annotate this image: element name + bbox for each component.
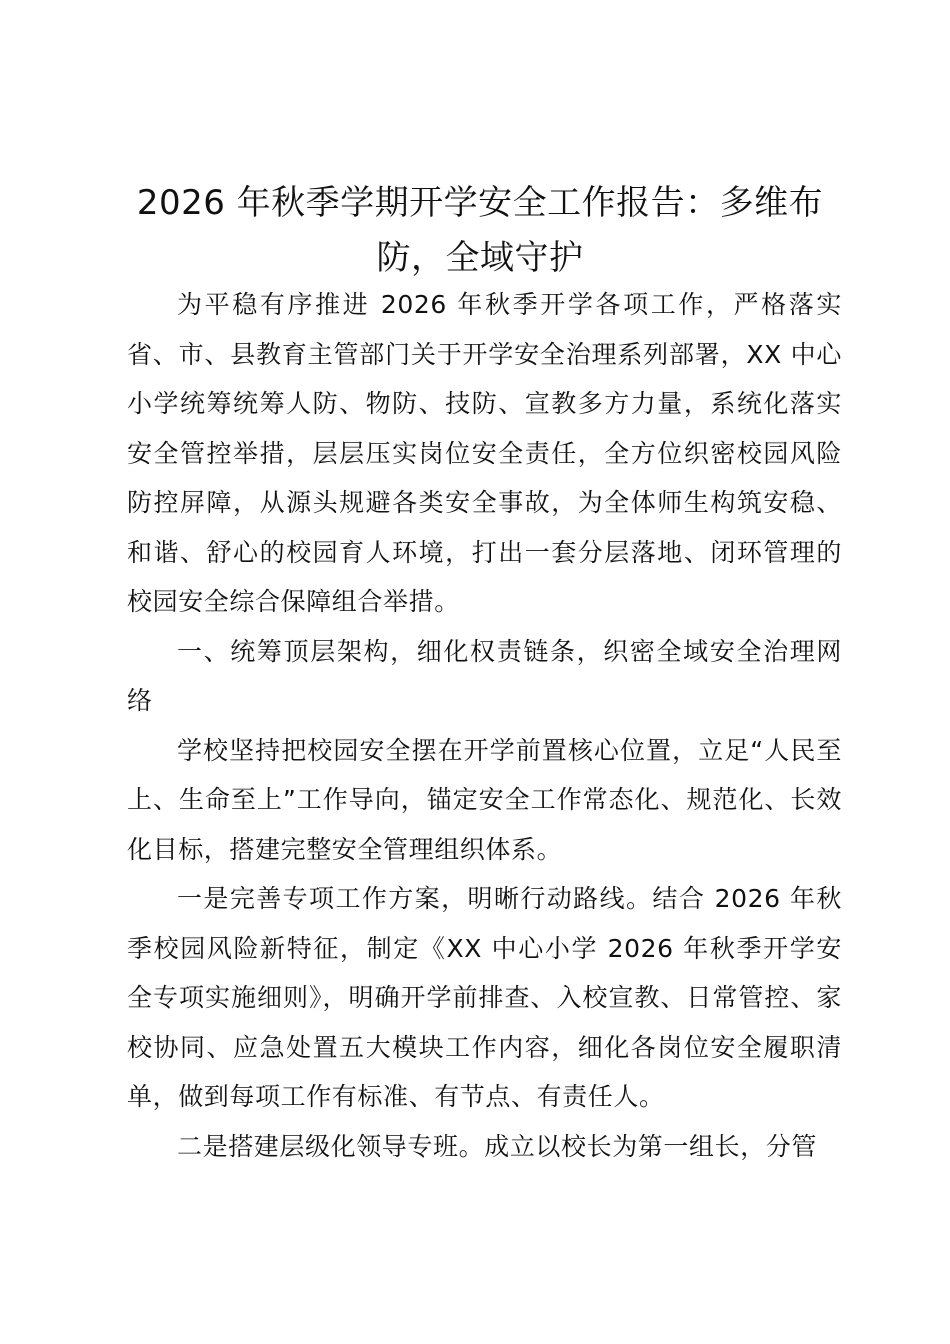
item-2-paragraph: 二是搭建层级化领导专班。成立以校长为第一组长，分管 — [177, 1131, 818, 1161]
section-heading-1: 一、统筹顶层架构，细化权责链条，织密全域安全治理网络 — [127, 636, 842, 715]
document-body — [127, 280, 842, 1171]
section-1-paragraph: 学校坚持把校园安全摆在开学前置核心位置，立足“人民至上、生命至上”工作导向，锚定安全工作常态化、规范化、长效化目标，搭建完整安全管理组织体系。 — [127, 735, 842, 864]
document-title: 2026 年秋季学期开学安全工作报告：多维布防，全域守护 — [136, 183, 824, 278]
item-1-paragraph: 一是完善专项工作方案，明晰行动路线。结合 2026 年秋季校园风险新特征，制定《XX 中心小学 2026 年秋季开学安全专项实施细则》，明确开学前排查、入校宣教、日常管控、家校协同、应急处置五大模块工作内容，细化各岗位安全履职清单，做到每项工作有标准、有节点、有责任人。 — [127, 884, 842, 1111]
intro-paragraph: 为平稳有序推进 2026 年秋季开学各项工作，严格落实省、市、县教育主管部门关于开学安全治理系列部署，XX 中心小学统筹统筹人防、物防、技防、宣教多方力量，系统化落实安全管控举措，层层压实岗位安全责任，全方位织密校园风险防控屏障，从源头规避各类安全事故，为全体师生构筑安稳、和谐、舒心的校园育人环境，打出一套分层落地、闭环管理的校园安全综合保障组合举措。 — [127, 290, 842, 616]
